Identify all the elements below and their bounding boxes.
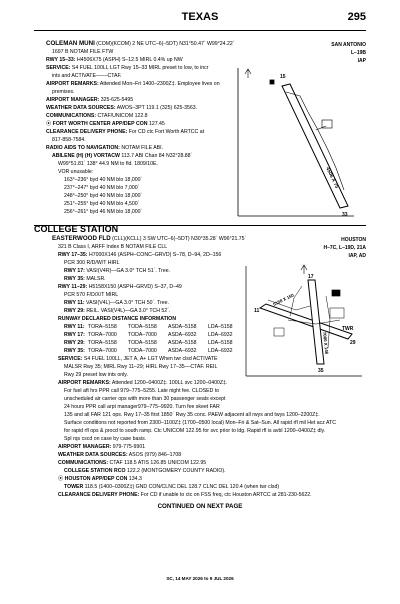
coleman-vortac: ABILENE (H) (H) VORTACW 113.7 ABI Chan 84 N32°28.88´ [52, 153, 193, 159]
coleman-comm: COMMUNICATIONS: CTAF/UNICOM 122.8 [46, 113, 148, 119]
runway-number-11: 11 [254, 308, 260, 314]
runway-length-label: 4506 X 75 [324, 166, 340, 190]
coleman-title-line [46, 41, 234, 48]
coleman-manager: AIRPORT MANAGER: 325-625-5495 [46, 97, 134, 103]
region-label: SAN ANTONIO [331, 42, 366, 48]
coleman-runway: RWY 15–33: H4506X75 (ASPH) S–12.5 MIRL 0.4% up NW [46, 57, 183, 63]
runway-number-35: 35 [318, 368, 324, 374]
page-number: 295 [347, 11, 366, 23]
coleman-remarks: AIRPORT REMARKS: Attended Mon–Fri 1400–2300Z‡. Employee lives on [46, 81, 220, 87]
college-rwy-17: RWY 17: VASI(V4R)—GA 3.0° TCH 51´. Tree. [64, 268, 171, 274]
vor-unusable-item: 251°–255° byd 40 NM blo 4,500´ [64, 201, 140, 207]
page-header [0, 11, 400, 28]
college-remarks-cont: Surface conditions not reported from 2300–1100Z‡ (1700–0500 local) Mon–Fri & Sat–Sun. All rapid rfl mil Het acz ATC [64, 420, 337, 426]
airport-name: COLEMAN MUNI [46, 40, 95, 47]
coleman-clearance: CLEARANCE DELIVERY PHONE: For CD ctc Fort Worth ARTCC at [46, 129, 205, 135]
chart-ref-iap: IAP [357, 58, 366, 64]
college-clearance: CLEARANCE DELIVERY PHONE: For CD if unable to ctc on FSS freq, ctc Houston ARTCC at 281-230-5622. [58, 492, 312, 498]
college-remarks-cont: 24 hours PPR call arpt manager979–775–9920. Turn fee skeet FAR [64, 404, 220, 410]
college-remarks-cont: For fuel aft hrs PPR call 979–775–5255. Late night fee. CLOSED to [64, 388, 220, 394]
vor-unusable-item: 163°–236° byd 40 NM blo 18,000´ [64, 177, 143, 183]
college-service-cont: Rwy 29 preset low ints only. [64, 372, 128, 378]
college-runway-17-35-cont: PCR 300 R/D/W/T HIRL [64, 260, 120, 266]
college-rwy-35: RWY 35: MALSR. [64, 276, 106, 282]
college-remarks-cont: 135 and all FAR 121 ops. Rwy 17–35 first 1850´ Rwy 35 conc. PAEW adjacent all rwys and twys 1200–2200Z‡. [64, 412, 320, 418]
effective-dates: SC, 14 MAY 2026 to 9 JUL 2026 [166, 576, 234, 581]
college-rco: COLLEGE STATION RCO 122.2 (MONTGOMERY COUNTY RADIO). [64, 468, 226, 474]
college-airport-diagram [244, 260, 364, 378]
runway-number-15: 15 [280, 74, 286, 80]
college-rwy-29: RWY 29: REIL. VASI(V4L)—GA 3.0° TCH 52´. [64, 308, 171, 314]
vor-unusable-item: 248°–250° byd 40 NM blo 18,000´ [64, 193, 143, 199]
airport-ident: (COM)(KCOM) 2 NE UTC–6(–5DT) N31°50.47´ W99°24.22´ [96, 41, 235, 47]
college-service: SERVICE: S4 FUEL 100LL, JET A, A+ LGT When twr clsd ACTIVATE [58, 356, 218, 362]
college-remarks-cont: for rapid rfl ops & procd to south ramp. Ctc UNICOM 122.95 for svc prior to ldg. Rapid rfl is avbl 1200–0400Z‡ dly. [64, 428, 326, 434]
radio-icon: ⦿ [58, 476, 64, 482]
vor-unusable-item: 256°–261° byd 46 NM blo 18,000´ [64, 209, 143, 215]
tower-label: TWR [342, 326, 354, 332]
coleman-app-con: ⦿ FORT WORTH CENTER APP/DEP CON 127.45 [46, 121, 165, 127]
runway-number-29: 29 [350, 340, 356, 346]
vor-unusable-item: 237°–247° byd 40 NM blo 7,000´ [64, 185, 140, 191]
coleman-weather: WEATHER DATA SOURCES: AWOS–3PT 119.1 (325) 625-3563. [46, 105, 198, 111]
college-runway-17-35: RWY 17–35: H7000X146 (ASPH–CONC–GRVD) S–78, D–94, 2D–156 [58, 252, 222, 258]
header-rule [34, 30, 366, 31]
declared-distance-row: RWY 35: TORA–7000 TODA–7000 ASDA–6932 LDA–6932 [64, 348, 233, 354]
college-tower: TOWER 118.5 (1400–0300Z‡) GND CON/CLNC DEL 128.7 CLNC DEL 120.4 (when twr clsd) [64, 484, 280, 490]
college-remarks-cont: unscheduled air carrier ops with more than 30 passenger seats except [64, 396, 226, 402]
runway-number-17: 17 [308, 274, 314, 280]
vor-unusable-label: VOR unusable: [58, 169, 94, 175]
continued-notice: CONTINUED ON NEXT PAGE [157, 503, 243, 510]
coleman-elev-line: 1697 B NOTAM FILE FTW [52, 49, 114, 55]
chart-ref: L–19B [350, 50, 366, 56]
runway-length-label: 5158 X 150 [272, 292, 295, 307]
declared-distance-row: RWY 29: TORA–5158 TODA–5158 ASDA–5158 LDA–5158 [64, 340, 233, 346]
college-weather: WEATHER DATA SOURCES: ASOS (979) 846–1708 [58, 452, 182, 458]
college-manager: AIRPORT MANAGER: 979-775-9901 [58, 444, 146, 450]
college-service-cont: MALSR Rwy 35; MIRL Rwy 11–29; HIRL Rwy 17–35––CTAF. REIL [64, 364, 218, 370]
declared-distance-row: RWY 17: TORA–7000 TODA–7000 ASDA–6932 LDA–6932 [64, 332, 233, 338]
city-heading: COLLEGE STATION [34, 224, 119, 234]
college-remarks: AIRPORT REMARKS: Attended 1200–0400Z‡. 100LL svc 1200–0400Z‡. [58, 380, 228, 386]
chart-ref-iap: IAP, AD [348, 253, 366, 259]
state-title: TEXAS [181, 11, 219, 23]
coleman-radio-aids: RADIO AIDS TO NAVIGATION: NOTAM FILE ABI. [46, 145, 164, 151]
declared-distance-row: RWY 11: TORA–5158 TODA–5158 ASDA–5158 LDA–5158 [64, 324, 233, 330]
coleman-clearance-cont: 817-858-7584. [52, 137, 86, 143]
region-label: HOUSTON [341, 237, 366, 243]
runway-number-33: 33 [342, 212, 348, 218]
college-remarks-cont: Spl rqs cscd on case by case basis. [64, 436, 147, 442]
coleman-vortac-cont: W99°51.81´ 138° 44.9 NM to fld. 1809/10E. [58, 161, 158, 167]
runway-length-label: 7000 X 146 [322, 331, 330, 355]
college-elev-line: 321 B Class I, ARFF Index B NOTAM FILE CLL [58, 244, 168, 250]
college-rwy-11: RWY 11: VASI(V4L)—GA 3.0° TCH 50´. Tree. [64, 300, 169, 306]
coleman-remarks-cont: premises. [52, 89, 75, 95]
college-runway-11-29: RWY 11–29: H5158X150 (ASPH–GRVD) S–37, D–49 [58, 284, 182, 290]
coleman-service-cont: ints and ACTIVATE––––CTAF. [52, 73, 122, 79]
coleman-service: SERVICE: S4 FUEL 100LL LGT Rwy 15–33 MIRL preset to low, to incr [46, 65, 209, 71]
airport-ident: (CLL)(KCLL) 3 SW UTC–6(–5DT) N30°35.28´ W96°21.75´ [112, 236, 247, 242]
coleman-airport-diagram [230, 64, 360, 224]
college-title-line [52, 236, 246, 243]
declared-distance-heading: RUNWAY DECLARED DISTANCE INFORMATION [58, 316, 176, 322]
college-comm: COMMUNICATIONS: CTAF 118.5 ATIS 126.85 UNICOM 122.95 [58, 460, 207, 466]
college-app-con: ⦿ HOUSTON APP/DEP CON 134.3 [58, 476, 142, 482]
college-runway-11-29-cont: PCR 570 F/D/X/T MIRL [64, 292, 119, 298]
chart-ref: H–7C, L–19D, 21A [323, 245, 366, 251]
radio-icon: ⦿ [46, 121, 52, 127]
airport-name: EASTERWOOD FLD [52, 235, 111, 242]
